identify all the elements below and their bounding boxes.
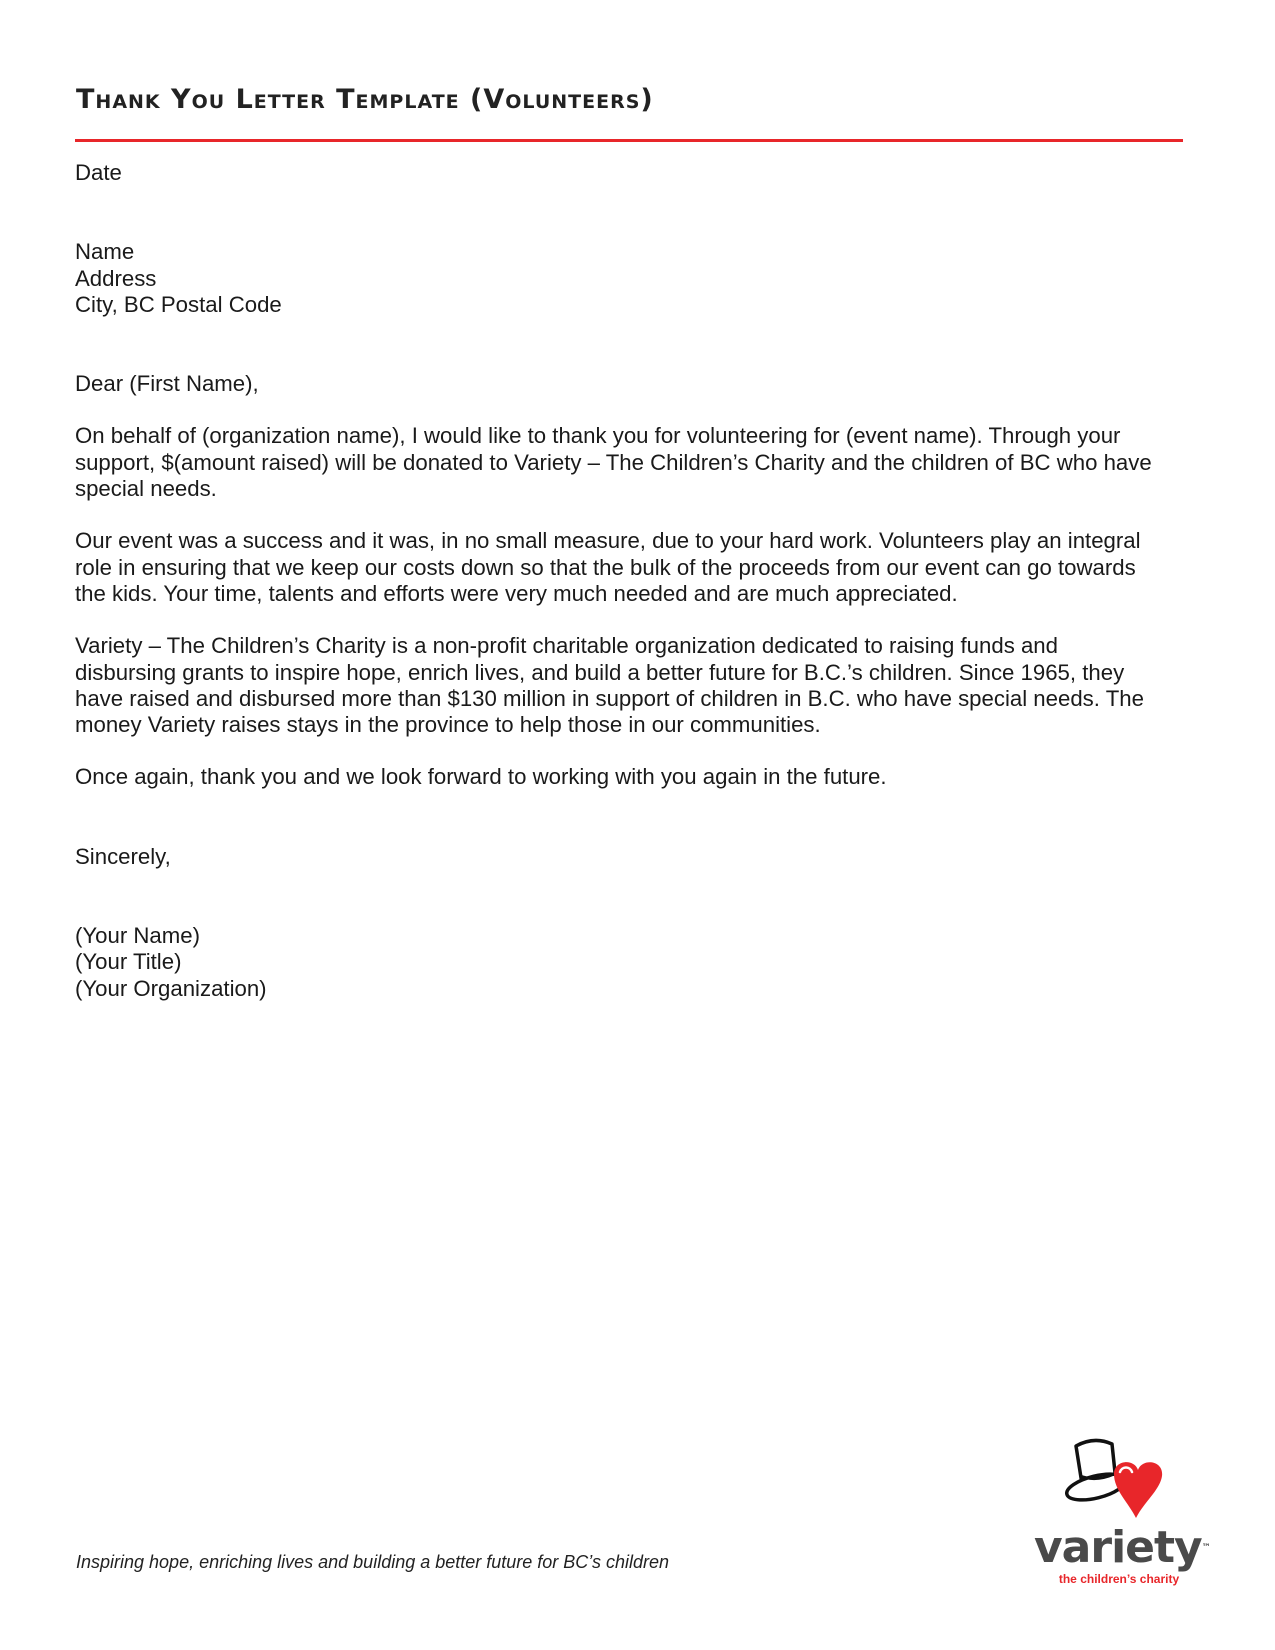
closing: Sincerely, [75,843,171,869]
paragraph-success: Our event was a success and it was, in no small measure, due to your hard work. Volunteers play an integral role in ensuring that we keep our costs down so that the bulk of the proceeds from our event can go towards the kids. Your time, talents and efforts were very much needed and are much appreciated. [75,528,1141,606]
top-hat-heart-icon [1056,1432,1186,1528]
footer-tagline: Inspiring hope, enriching lives and building a better future for BC’s children [76,1552,670,1572]
recipient-city-line: City, BC Postal Code [75,291,282,317]
recipient-name: Name [75,239,135,265]
recipient-address: Address [75,265,157,291]
document-title: Thank You Letter Template (Volunteers) [76,84,654,115]
paragraph-closing-thanks: Once again, thank you and we look forward to working with you again in the future. [75,764,887,790]
signature-name: (Your Name) [75,923,200,949]
paragraph-thanks: On behalf of (organization name), I would like to thank you for volunteering for (event name). Through your support, $(amount raised) will be donated to Variety – The Children’s Charity and the children of BC who have special needs. [75,423,1152,502]
logo-wordmark: variety™ [1034,1522,1211,1573]
signature-organization: (Your Organization) [75,975,267,1001]
logo-subtitle: the children’s charity [1058,1572,1180,1586]
paragraph-about-variety: Variety – The Children’s Charity is a non-profit charitable organization dedicated to raising funds and disbursing grants to inspire hope, enrich lives, and build a better future for B.C.’s children. Since 1965, they have raised and disbursed more than $130 million in support of children in B.C. who have special needs. The money Variety raises stays in the province to help those in our communities. [75,633,1144,738]
salutation: Dear (First Name), [75,371,259,397]
date-line: Date [75,160,122,185]
variety-logo [1034,1432,1211,1592]
title-divider [75,139,1183,142]
signature-title: (Your Title) [75,949,182,975]
letter-body [75,160,1205,1002]
